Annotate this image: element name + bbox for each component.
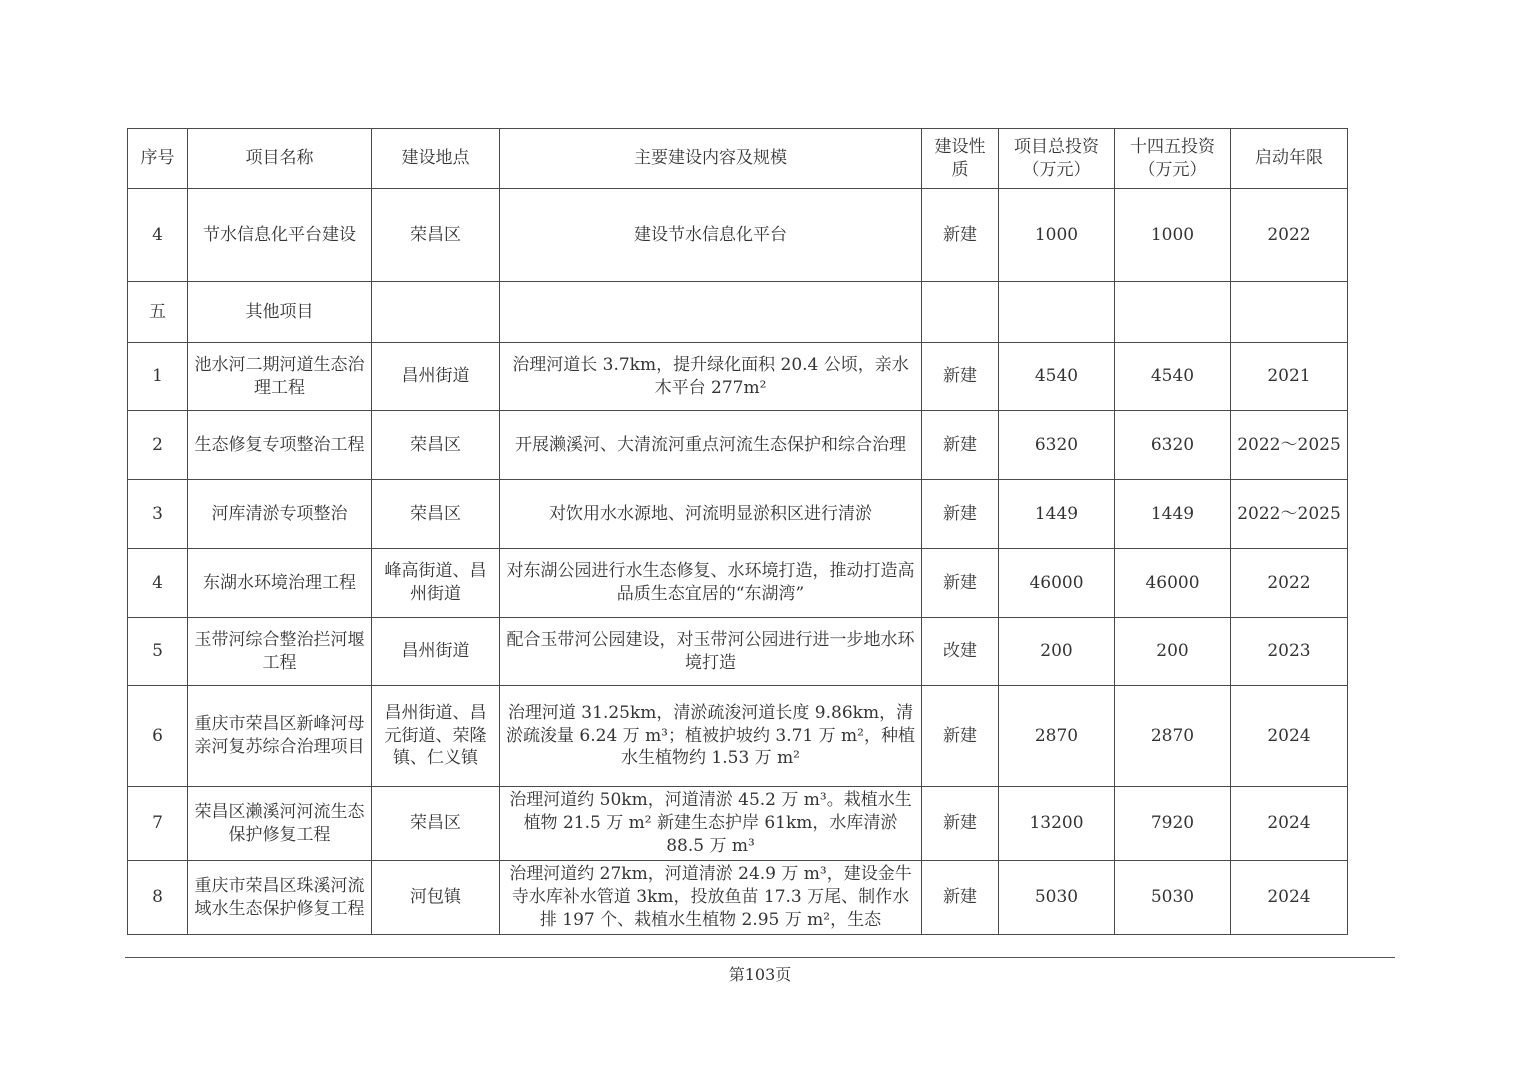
header-start-year: 启动年限 [1231,129,1348,189]
cell-year: 2023 [1231,618,1348,686]
cell-total: 1000 [999,189,1115,282]
header-location: 建设地点 [372,129,500,189]
table-row [128,480,1348,549]
cell-location: 峰高街道、昌州街道 [372,549,500,618]
cell-no: 7 [128,787,188,861]
cell-fyp: 4540 [1115,343,1231,411]
cell-year [1231,282,1348,343]
cell-name: 节水信息化平台建设 [188,189,372,282]
cell-year: 2022～2025 [1231,480,1348,549]
cell-nature: 新建 [922,189,999,282]
cell-nature: 新建 [922,787,999,861]
cell-no: 1 [128,343,188,411]
cell-location [372,282,500,343]
cell-content: 配合玉带河公园建设，对玉带河公园进行进一步地水环境打造 [500,618,922,686]
cell-fyp: 200 [1115,618,1231,686]
cell-year: 2021 [1231,343,1348,411]
cell-name: 河库清淤专项整治 [188,480,372,549]
cell-name: 其他项目 [188,282,372,343]
cell-nature: 新建 [922,343,999,411]
cell-no: 2 [128,411,188,480]
cell-total: 4540 [999,343,1115,411]
cell-content [500,282,922,343]
header-nature: 建设性质 [922,129,999,189]
cell-location: 荣昌区 [372,480,500,549]
cell-name: 重庆市荣昌区珠溪河流域水生态保护修复工程 [188,861,372,935]
cell-no: 6 [128,686,188,787]
cell-name: 生态修复专项整治工程 [188,411,372,480]
cell-nature: 改建 [922,618,999,686]
cell-nature: 新建 [922,861,999,935]
cell-name: 重庆市荣昌区新峰河母亲河复苏综合治理项目 [188,686,372,787]
cell-no: 3 [128,480,188,549]
cell-nature: 新建 [922,480,999,549]
cell-no: 五 [128,282,188,343]
header-no: 序号 [128,129,188,189]
project-table [127,128,1348,935]
cell-total: 46000 [999,549,1115,618]
page-number: 第103页 [728,965,792,984]
cell-year: 2024 [1231,861,1348,935]
cell-fyp: 7920 [1115,787,1231,861]
table-row [128,549,1348,618]
table-row [128,189,1348,282]
table-row [128,861,1348,935]
cell-content: 对东湖公园进行水生态修复、水环境打造，推动打造高品质生态宜居的“东湖湾” [500,549,922,618]
table-row [128,618,1348,686]
cell-fyp: 1000 [1115,189,1231,282]
cell-name: 荣昌区濑溪河河流生态保护修复工程 [188,787,372,861]
footer-divider [125,957,1395,958]
header-content: 主要建设内容及规模 [500,129,922,189]
cell-location: 荣昌区 [372,411,500,480]
cell-content: 治理河道约 50km，河道清淤 45.2 万 m³。栽植水生植物 21.5 万 m² 新建生态护岸 61km，水库清淤 88.5 万 m³ [500,787,922,861]
cell-name: 玉带河综合整治拦河堰工程 [188,618,372,686]
cell-year: 2022 [1231,189,1348,282]
cell-fyp [1115,282,1231,343]
cell-nature [922,282,999,343]
header-fyp-investment: 十四五投资（万元） [1115,129,1231,189]
cell-fyp: 46000 [1115,549,1231,618]
cell-fyp: 2870 [1115,686,1231,787]
cell-content: 建设节水信息化平台 [500,189,922,282]
cell-location: 昌州街道 [372,618,500,686]
cell-total: 2870 [999,686,1115,787]
cell-total: 13200 [999,787,1115,861]
table-header-row [128,129,1348,189]
cell-year: 2024 [1231,686,1348,787]
cell-content: 开展濑溪河、大清流河重点河流生态保护和综合治理 [500,411,922,480]
header-total-investment: 项目总投资（万元） [999,129,1115,189]
cell-year: 2022 [1231,549,1348,618]
cell-location: 河包镇 [372,861,500,935]
table-row [128,343,1348,411]
cell-fyp: 6320 [1115,411,1231,480]
table-row [128,787,1348,861]
table-row [128,411,1348,480]
cell-total: 200 [999,618,1115,686]
cell-name: 池水河二期河道生态治理工程 [188,343,372,411]
cell-name: 东湖水环境治理工程 [188,549,372,618]
cell-content: 治理河道约 27km，河道清淤 24.9 万 m³，建设金牛寺水库补水管道 3km，投放鱼苗 17.3 万尾、制作水排 197 个、栽植水生植物 2.95 万 m²，生态 [500,861,922,935]
header-name: 项目名称 [188,129,372,189]
cell-year: 2022～2025 [1231,411,1348,480]
cell-nature: 新建 [922,686,999,787]
cell-total: 6320 [999,411,1115,480]
cell-content: 治理河道长 3.7km，提升绿化面积 20.4 公顷，亲水木平台 277m² [500,343,922,411]
cell-fyp: 5030 [1115,861,1231,935]
cell-nature: 新建 [922,549,999,618]
cell-total: 5030 [999,861,1115,935]
cell-fyp: 1449 [1115,480,1231,549]
cell-no: 4 [128,189,188,282]
cell-nature: 新建 [922,411,999,480]
cell-location: 昌州街道 [372,343,500,411]
cell-year: 2024 [1231,787,1348,861]
table-row [128,282,1348,343]
cell-content: 治理河道 31.25km，清淤疏浚河道长度 9.86km，清淤疏浚量 6.24 万 m³；植被护坡约 3.71 万 m²，种植水生植物约 1.53 万 m² [500,686,922,787]
cell-no: 8 [128,861,188,935]
cell-total [999,282,1115,343]
table-row [128,686,1348,787]
cell-content: 对饮用水水源地、河流明显淤积区进行清淤 [500,480,922,549]
cell-no: 4 [128,549,188,618]
cell-location: 荣昌区 [372,189,500,282]
cell-total: 1449 [999,480,1115,549]
cell-no: 5 [128,618,188,686]
cell-location: 荣昌区 [372,787,500,861]
cell-location: 昌州街道、昌元街道、荣隆镇、仁义镇 [372,686,500,787]
